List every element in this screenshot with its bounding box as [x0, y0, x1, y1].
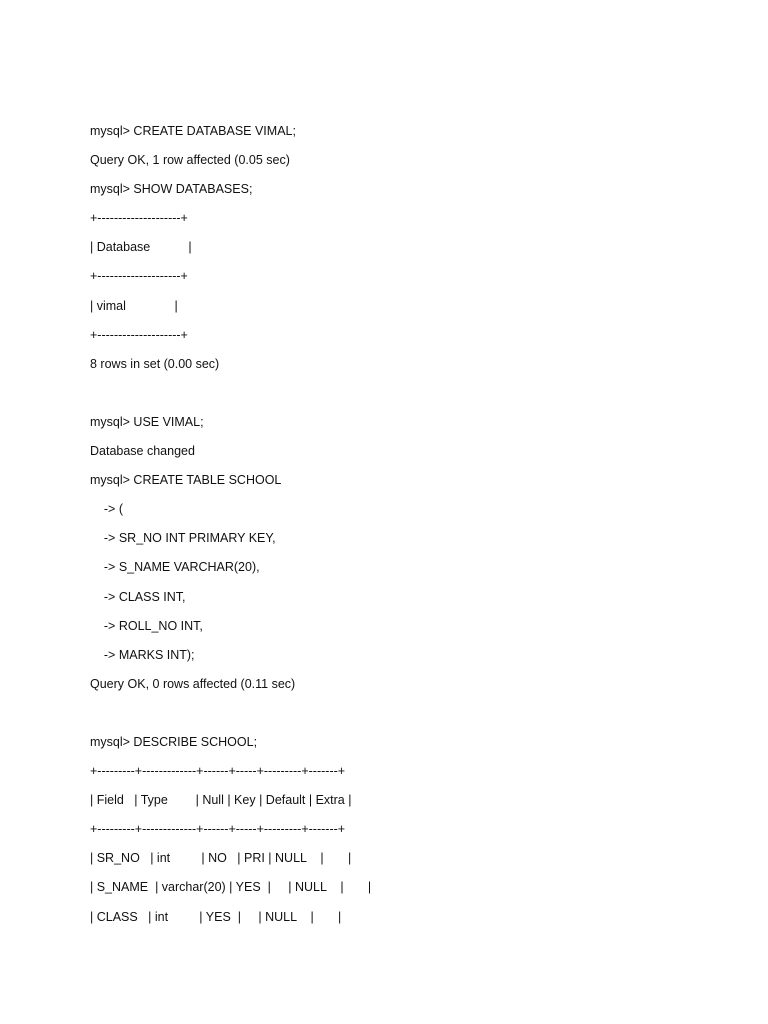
table-row: | SR_NO | int | NO | PRI | NULL | | [90, 851, 352, 866]
blank-line [90, 702, 710, 731]
output-line: Database changed [90, 444, 195, 459]
table-border: +---------+-------------+------+-----+---------+-------+ [90, 764, 346, 779]
table-border: +--------------------+ [90, 211, 188, 226]
continuation-line: -> S_NAME VARCHAR(20), [90, 560, 260, 575]
blank-line [90, 382, 710, 411]
table-border: +--------------------+ [90, 269, 188, 284]
continuation-line: -> SR_NO INT PRIMARY KEY, [90, 531, 276, 546]
table-row: | vimal | [90, 298, 178, 313]
continuation-line: -> MARKS INT); [90, 647, 195, 662]
continuation-line: -> CLASS INT, [90, 589, 186, 604]
table-header-row: | Database | [90, 240, 192, 255]
table-row: | S_NAME | varchar(20) | YES | | NULL | | [90, 880, 372, 895]
output-line: Query OK, 0 rows affected (0.11 sec) [90, 676, 296, 691]
continuation-line: -> ( [90, 502, 123, 517]
command-line: mysql> CREATE DATABASE VIMAL; [90, 124, 296, 138]
command-line: mysql> CREATE TABLE SCHOOL [90, 473, 282, 488]
output-line: 8 rows in set (0.00 sec) [90, 356, 220, 371]
command-line: mysql> SHOW DATABASES; [90, 182, 253, 197]
table-header-row: | Field | Type | Null | Key | Default | Extra | [90, 793, 352, 808]
table-border: +---------+-------------+------+-----+---------+-------+ [90, 822, 346, 837]
command-line: mysql> DESCRIBE SCHOOL; [90, 734, 258, 749]
terminal-transcript [90, 120, 710, 935]
table-border: +--------------------+ [90, 327, 188, 342]
command-line: mysql> USE VIMAL; [90, 414, 204, 429]
output-line: Query OK, 1 row affected (0.05 sec) [90, 153, 290, 168]
table-row: | CLASS | int | YES | | NULL | | [90, 909, 342, 924]
continuation-line: -> ROLL_NO INT, [90, 618, 203, 633]
